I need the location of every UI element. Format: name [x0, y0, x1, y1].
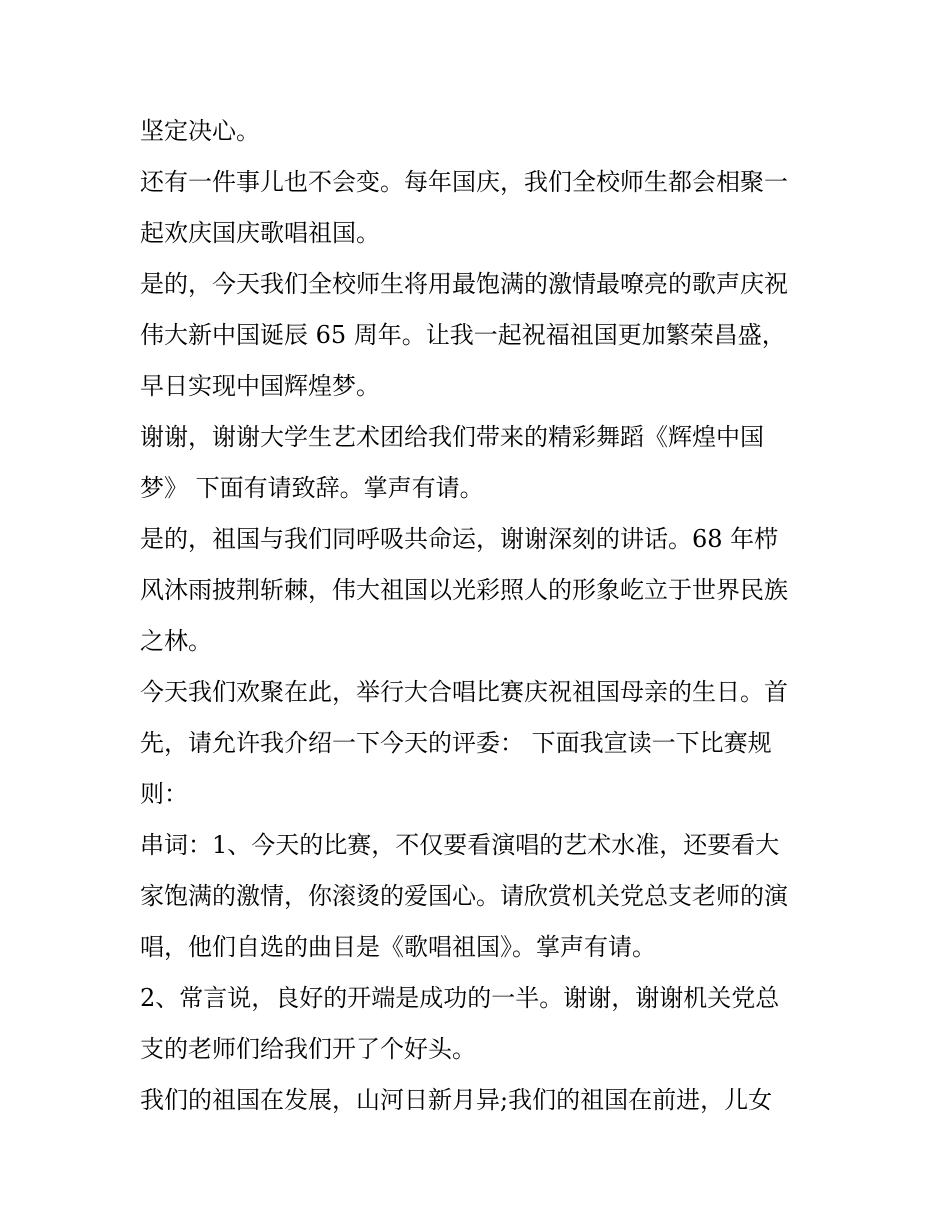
text-line: 2、常言说，良好的开端是成功的一半。谢谢，谢谢机关党总	[140, 984, 780, 1012]
text-line: 梦》 下面有请致辞。掌声有请。	[140, 474, 484, 502]
text-line: 坚定决心。	[140, 117, 260, 145]
text-line: 是的，今天我们全校师生将用最饱满的激情最嘹亮的歌声庆祝	[140, 270, 788, 298]
text-line: 支的老师们给我们开了个好头。	[140, 1035, 476, 1063]
text-line: 则：	[140, 780, 188, 808]
text-line: 谢谢，谢谢大学生艺术团给我们带来的精彩舞蹈《辉煌中国	[140, 423, 764, 451]
text-line: 家饱满的激情，你滚烫的爱国心。请欣赏机关党总支老师的演	[140, 882, 788, 910]
text-line: 伟大新中国诞辰 65 周年。让我一起祝福祖国更加繁荣昌盛，	[140, 321, 786, 349]
text-line: 是的，祖国与我们同呼吸共命运，谢谢深刻的讲话。68 年栉	[140, 525, 779, 553]
text-line: 风沐雨披荆斩棘，伟大祖国以光彩照人的形象屹立于世界民族	[140, 576, 788, 604]
text-line: 之林。	[140, 627, 212, 655]
text-line: 早日实现中国辉煌梦。	[140, 372, 380, 400]
text-line: 今天我们欢聚在此，举行大合唱比赛庆祝祖国母亲的生日。首	[140, 678, 788, 706]
text-line: 还有一件事儿也不会变。每年国庆，我们全校师生都会相聚一	[140, 168, 788, 196]
text-line: 串词：1、今天的比赛，不仅要看演唱的艺术水准，还要看大	[140, 831, 780, 859]
text-line: 我们的祖国在发展，山河日新月异;我们的祖国在前进，儿女	[140, 1086, 773, 1114]
text-line: 先，请允许我介绍一下今天的评委： 下面我宣读一下比赛规	[140, 729, 772, 757]
text-line: 起欢庆国庆歌唱祖国。	[140, 219, 380, 247]
text-line: 唱，他们自选的曲目是《歌唱祖国》。掌声有请。	[140, 933, 656, 961]
document-body	[140, 106, 820, 1126]
